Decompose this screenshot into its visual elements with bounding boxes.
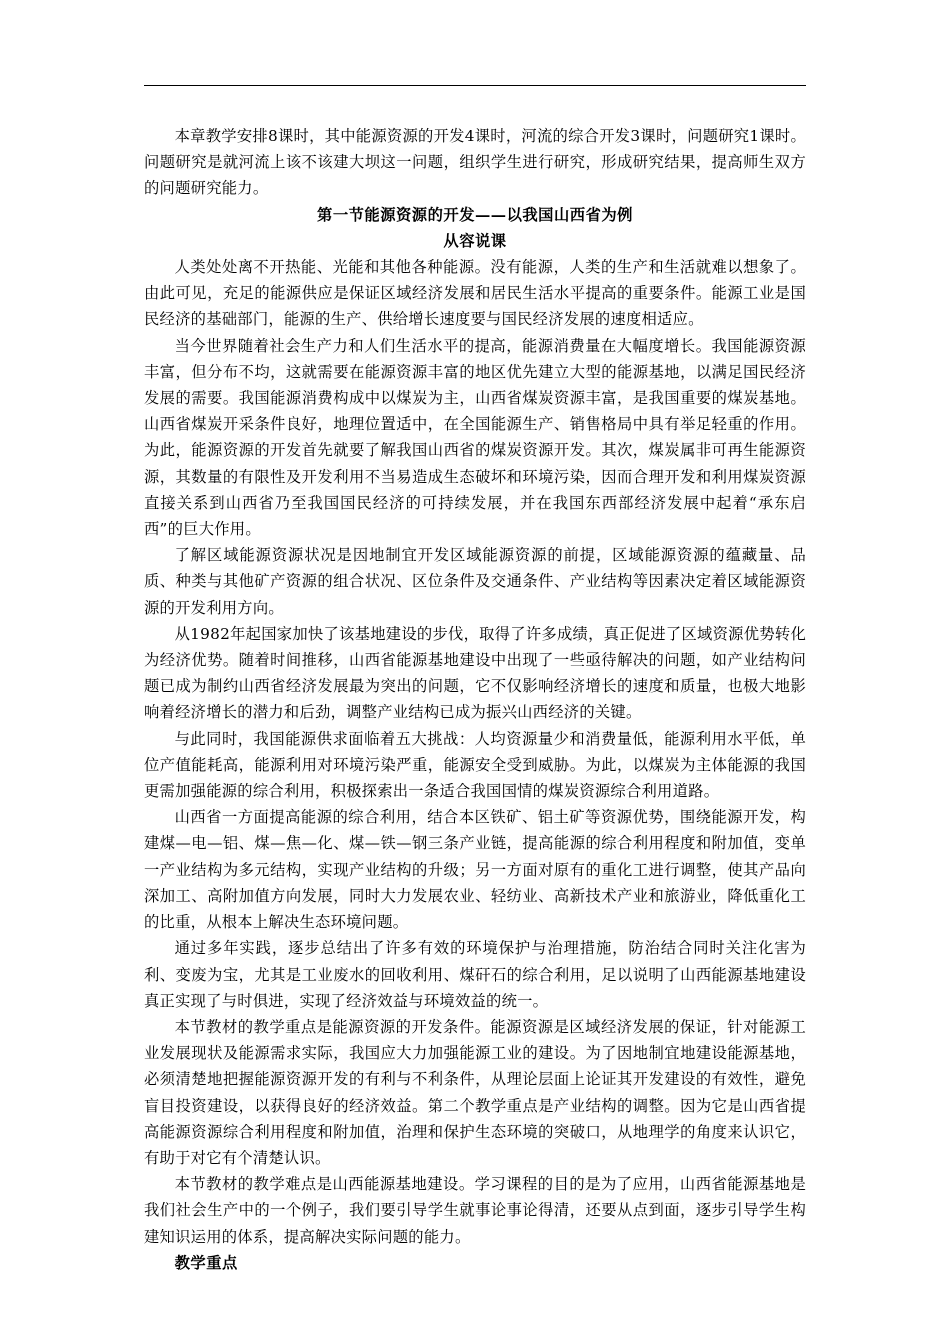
body-paragraph: 通过多年实践，逐步总结出了许多有效的环境保护与治理措施，防治结合同时关注化害为利、变废为宝，尤其是工业废水的回收利用、煤矸石的综合利用，足以说明了山西能源基地建设真正实现了与时俱进，实现了经济效益与环境效益的统一。	[144, 939, 806, 1010]
closing-heading: 教学重点	[174, 1253, 238, 1272]
body-paragraph: 人类处处离不开热能、光能和其他各种能源。没有能源，人类的生产和生活就难以想象了。由此可见，充足的能源供应是保证区域经济发展和居民生活水平提高的重要条件。能源工业是国民经济的基础部门，能源的生产、供给增长速度要与国民经济发展的速度相适应。	[144, 258, 806, 329]
body-paragraph: 本节教材的教学难点是山西能源基地建设。学习课程的目的是为了应用，山西省能源基地是我们社会生产中的一个例子，我们要引导学生就事论事论得清，还要从点到面，逐步引导学生构建知识运用的体系，提高解决实际问题的能力。	[144, 1175, 806, 1246]
header-rule	[144, 85, 806, 86]
intro-paragraph: 本章教学安排8课时，其中能源资源的开发4课时，河流的综合开发3课时，问题研究1课时。问题研究是就河流上该不该建大坝这一问题，组织学生进行研究，形成研究结果，提高师生双方的问题研究能力。	[144, 127, 806, 198]
section-title: 第一节能源资源的开发——以我国山西省为例	[317, 205, 633, 224]
section-subtitle: 从容说课	[443, 231, 507, 250]
body-paragraph: 与此同时，我国能源供求面临着五大挑战：人均资源量少和消费量低，能源利用水平低，单位产值能耗高，能源利用对环境污染严重，能源安全受到威胁。为此，以煤炭为主体能源的我国更需加强能源的综合利用，积极探索出一条适合我国国情的煤炭资源综合利用道路。	[144, 729, 806, 801]
document-body	[144, 123, 806, 1276]
body-paragraph: 山西省一方面提高能源的综合利用，结合本区铁矿、铝土矿等资源优势，围绕能源开发，构建煤—电—铝、煤—焦—化、煤—铁—钢三条产业链，提高能源的综合利用程度和附加值，变单一产业结构为多元结构，实现产业结构的升级；另一方面对原有的重化工进行调整，使其产品向深加工、高附加值方向发展，同时大力发展农业、轻纺业、高新技术产业和旅游业，降低重化工的比重，从根本上解决生态环境问题。	[144, 808, 806, 932]
body-paragraph: 本节教材的教学重点是能源资源的开发条件。能源资源是区域经济发展的保证，针对能源工业发展现状及能源需求实际，我国应大力加强能源工业的建设。为了因地制宜地建设能源基地，必须清楚地把握能源资源开发的有利与不利条件，从理论层面上论证其开发建设的有效性，避免盲目投资建设，以获得良好的经济效益。第二个教学重点是产业结构的调整。因为它是山西省提高能源资源综合利用程度和附加值，治理和保护生态环境的突破口，从地理学的角度来认识它，有助于对它有个清楚认识。	[144, 1017, 806, 1167]
body-paragraph: 从1982年起国家加快了该基地建设的步伐，取得了许多成绩，真正促进了区域资源优势转化为经济优势。随着时间推移，山西省能源基地建设中出现了一些亟待解决的问题，如产业结构问题已成为制约山西省经济发展最为突出的问题，它不仅影响经济增长的速度和质量，也极大地影响着经济增长的潜力和后劲，调整产业结构已成为振兴山西经济的关键。	[144, 624, 806, 722]
body-paragraph: 当今世界随着社会生产力和人们生活水平的提高，能源消费量在大幅度增长。我国能源资源丰富，但分布不均，这就需要在能源资源丰富的地区优先建立大型的能源基地，以满足国民经济发展的需要。我国能源消费构成中以煤炭为主，山西省煤炭资源丰富，是我国重要的煤炭基地。山西省煤炭开采条件良好，地理位置适中，在全国能源生产、销售格局中具有举足轻重的作用。为此，能源资源的开发首先就要了解我国山西省的煤炭资源开发。其次，煤炭属非可再生能源资源，其数量的有限性及开发利用不当易造成生态破坏和环境污染，因而合理开发和利用煤炭资源直接关系到山西省乃至我国国民经济的可持续发展，并在我国东西部经济发展中起着“承东启西”的巨大作用。	[144, 336, 806, 539]
body-paragraph: 了解区域能源资源状况是因地制宜开发区域能源资源的前提，区域能源资源的蕴藏量、品质、种类与其他矿产资源的组合状况、区位条件及交通条件、产业结构等因素决定着区域能源资源的开发利用方向。	[144, 546, 806, 617]
